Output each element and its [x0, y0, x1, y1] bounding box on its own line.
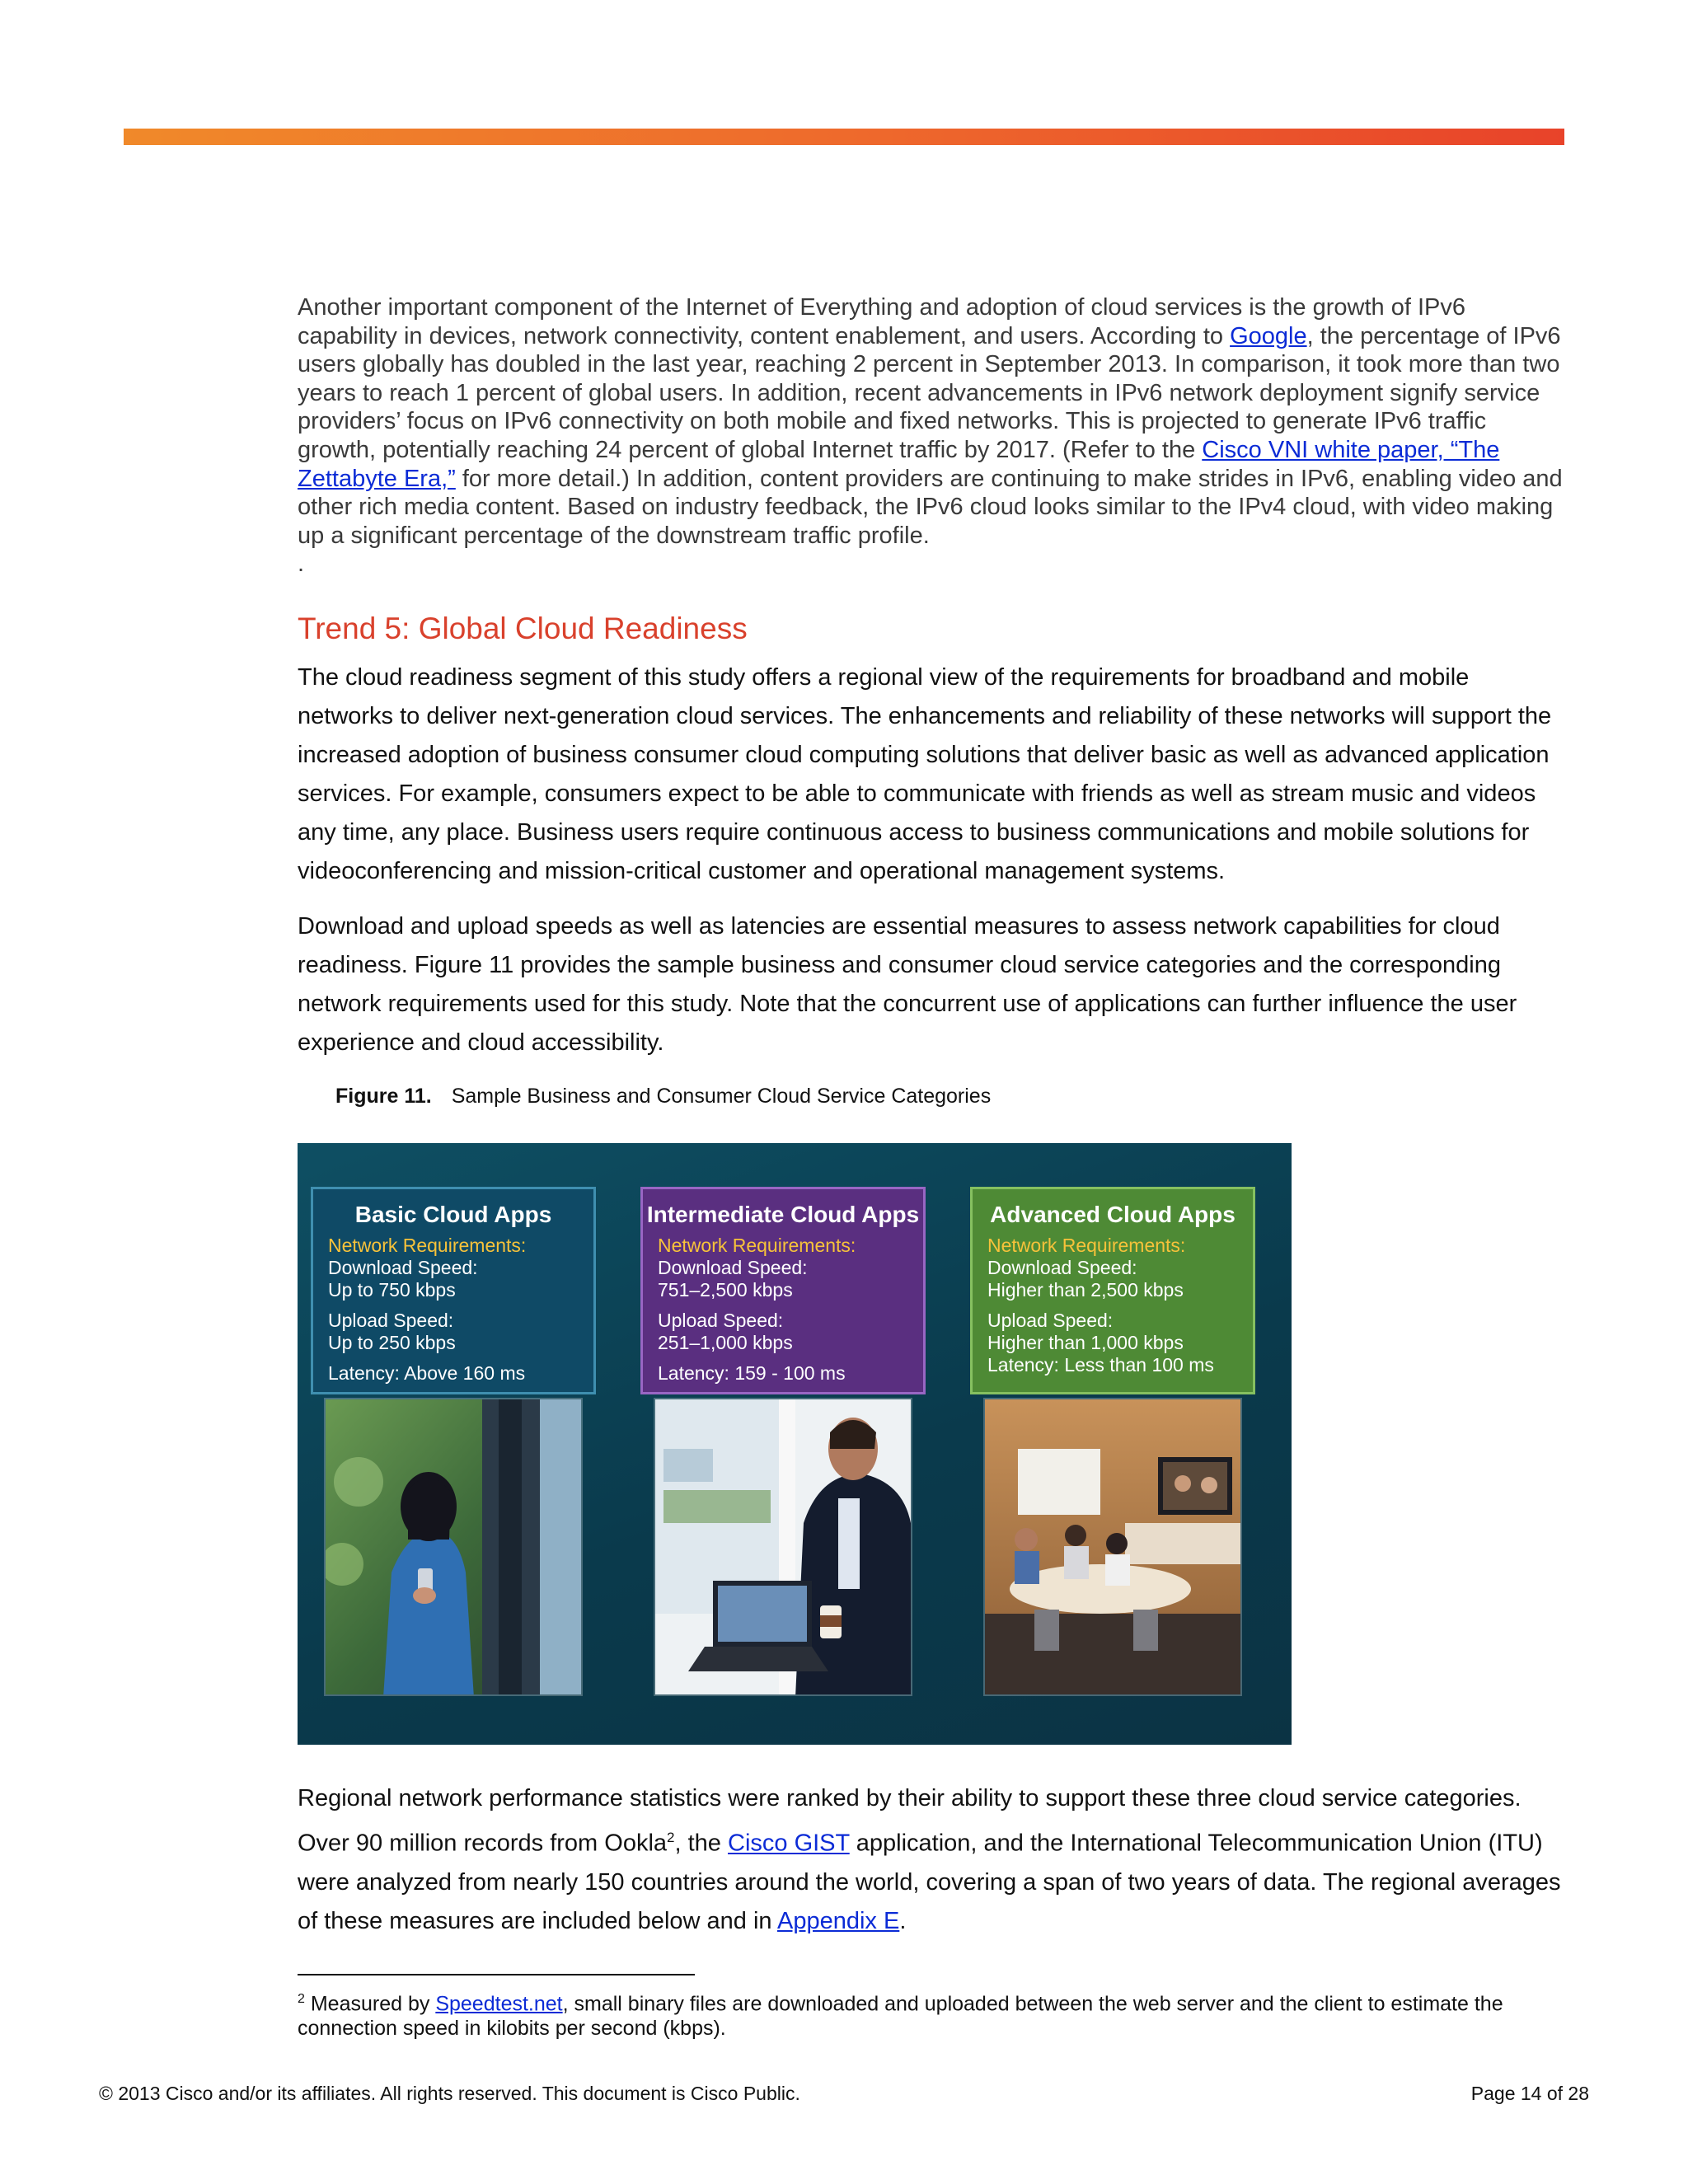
footnote-text: Measured by: [304, 1992, 436, 2016]
panel-requirements-box: [640, 1187, 926, 1394]
speedtest-link[interactable]: Speedtest.net: [435, 1992, 563, 2016]
download-speed-value: Higher than 2,500 kbps: [987, 1279, 1184, 1301]
woman-with-phone-photo: [324, 1398, 583, 1696]
header-accent-bar: [124, 129, 1564, 145]
intermediate-cloud-apps-panel: [640, 1187, 926, 1696]
google-link[interactable]: Google: [1230, 322, 1307, 349]
basic-cloud-apps-panel: [311, 1187, 596, 1696]
figure-caption-text: Sample Business and Consumer Cloud Service Categories: [451, 1085, 992, 1108]
panel-title: Basic Cloud Apps: [354, 1202, 552, 1228]
appendix-e-link[interactable]: Appendix E: [776, 1908, 900, 1934]
latency-value: Latency: Above 160 ms: [328, 1362, 526, 1385]
footer-page-number: Page 14 of 28: [1470, 2083, 1589, 2104]
intro-text: for more detail.) In addition, content providers are continuing to make strides in IPv6, enabling video and other rich media content. Based on industry feedback, the IPv6 cloud looks similar to the IPv4 cloud, with video making up a significant percentage of the downstream traffic profile.: [298, 465, 1563, 549]
page-content: [298, 293, 1567, 2041]
paragraph-text: Regional network performance statistics were ranked by their ability to support these three cloud service categories. Over 90 million records from Ookla: [298, 1785, 1522, 1857]
download-speed-label: Download Speed:: [328, 1257, 478, 1279]
network-requirements-label: Network Requirements:: [328, 1235, 527, 1257]
woman-with-phone-illustration: [326, 1399, 581, 1696]
upload-speed-value: Higher than 1,000 kbps: [987, 1332, 1184, 1354]
panel-title: Advanced Cloud Apps: [990, 1202, 1236, 1228]
paragraph-text: .: [899, 1908, 907, 1934]
download-speed-value: 751–2,500 kbps: [658, 1279, 793, 1301]
footnote: [298, 1987, 1567, 2041]
network-requirements-label: Network Requirements:: [658, 1235, 856, 1257]
speeds-paragraph: Download and upload speeds as well as latencies are essential measures to assess network capabilities for cloud readiness. Figure 11 provides the sample business and consumer cloud service categories and the corresponding network requirements used for this study. Note that the concurrent use of applications can further influence the user experience and cloud accessibility.: [298, 913, 1517, 1057]
man-with-laptop-photo: [654, 1398, 912, 1696]
download-speed-label: Download Speed:: [658, 1257, 808, 1279]
upload-speed-value: Up to 250 kbps: [328, 1332, 456, 1354]
advanced-cloud-apps-panel: [970, 1187, 1255, 1696]
stray-period: .: [298, 551, 305, 578]
figure-caption: [335, 1084, 1567, 1108]
intro-text: Another important component of the Internet of Everything and adoption of cloud services is the growth of IPv6 capability in devices, network connectivity, content enablement, and users. According to: [298, 294, 1465, 349]
section-heading: Trend 5: Global Cloud Readiness: [298, 612, 748, 646]
paragraph-text: application, and the International Telecommunication Union (ITU) were analyzed from nearly 150 countries around the world, covering a span of two years of data. The regional averages of these measures are included below and in: [298, 1830, 1561, 1934]
footnote-text: , small binary files are downloaded and uploaded between the web server and the client to estimate the connection speed in kilobits per second (kbps).: [298, 1992, 1503, 2041]
panel-title: Intermediate Cloud Apps: [646, 1202, 920, 1228]
download-speed-label: Download Speed:: [987, 1257, 1137, 1279]
zettabyte-era-link[interactable]: Cisco VNI white paper, “The Zettabyte Era,”: [298, 436, 1500, 492]
latency-value: Latency: Less than 100 ms: [987, 1354, 1214, 1376]
footnote-reference: 2: [667, 1830, 675, 1846]
intro-paragraph: [298, 293, 1567, 550]
footnote-divider: [298, 1974, 695, 1975]
cisco-gist-link[interactable]: Cisco GIST: [728, 1830, 850, 1857]
panel-requirements-box: [311, 1187, 596, 1394]
upload-speed-label: Upload Speed:: [987, 1310, 1114, 1332]
intro-text: , the percentage of IPv6 users globally has doubled in the last year, reaching 2 percent in September 2013. In comparison, it took more than two years to reach 1 percent of global users. In addition, recent advancements in IPv6 network deployment signify service providers’ focus on IPv6 connectivity on both mobile and fixed networks. This is projected to generate IPv6 traffic growth, potentially reaching 24 percent of global Internet traffic by 2017. (Refer to the: [298, 322, 1561, 463]
figure-label: Figure 11.: [335, 1085, 432, 1108]
upload-speed-label: Upload Speed:: [328, 1310, 454, 1332]
cloud-readiness-paragraph: The cloud readiness segment of this study offers a regional view of the requirements for broadband and mobile networks to deliver next-generation cloud services. The enhancements and reliability of these networks will support the increased adoption of business consumer cloud computing solutions that deliver basic as well as advanced application services. For example, consumers expect to be able to communicate with friends as well as stream music and videos any time, any place. Business users require continuous access to business communications and mobile solutions for videoconferencing and mission-critical customer and operational management systems.: [298, 664, 1552, 885]
cloud-apps-figure: [298, 1143, 1292, 1745]
videoconference-room-photo: [983, 1398, 1242, 1696]
upload-speed-label: Upload Speed:: [658, 1310, 784, 1332]
paragraph-text: , the: [674, 1830, 728, 1857]
footer-copyright: © 2013 Cisco and/or its affiliates. All rights reserved. This document is Cisco Public.: [99, 2083, 800, 2104]
panel-requirements-box: [970, 1187, 1255, 1394]
man-with-laptop-illustration: [655, 1399, 911, 1696]
download-speed-value: Up to 750 kbps: [328, 1279, 456, 1301]
footnote-number: 2: [298, 1992, 305, 2006]
network-requirements-label: Network Requirements:: [987, 1235, 1186, 1257]
latency-value: Latency: 159 - 100 ms: [658, 1362, 846, 1385]
regional-stats-paragraph: [298, 1779, 1567, 1941]
videoconference-room-illustration: [985, 1399, 1240, 1696]
upload-speed-value: 251–1,000 kbps: [658, 1332, 793, 1354]
